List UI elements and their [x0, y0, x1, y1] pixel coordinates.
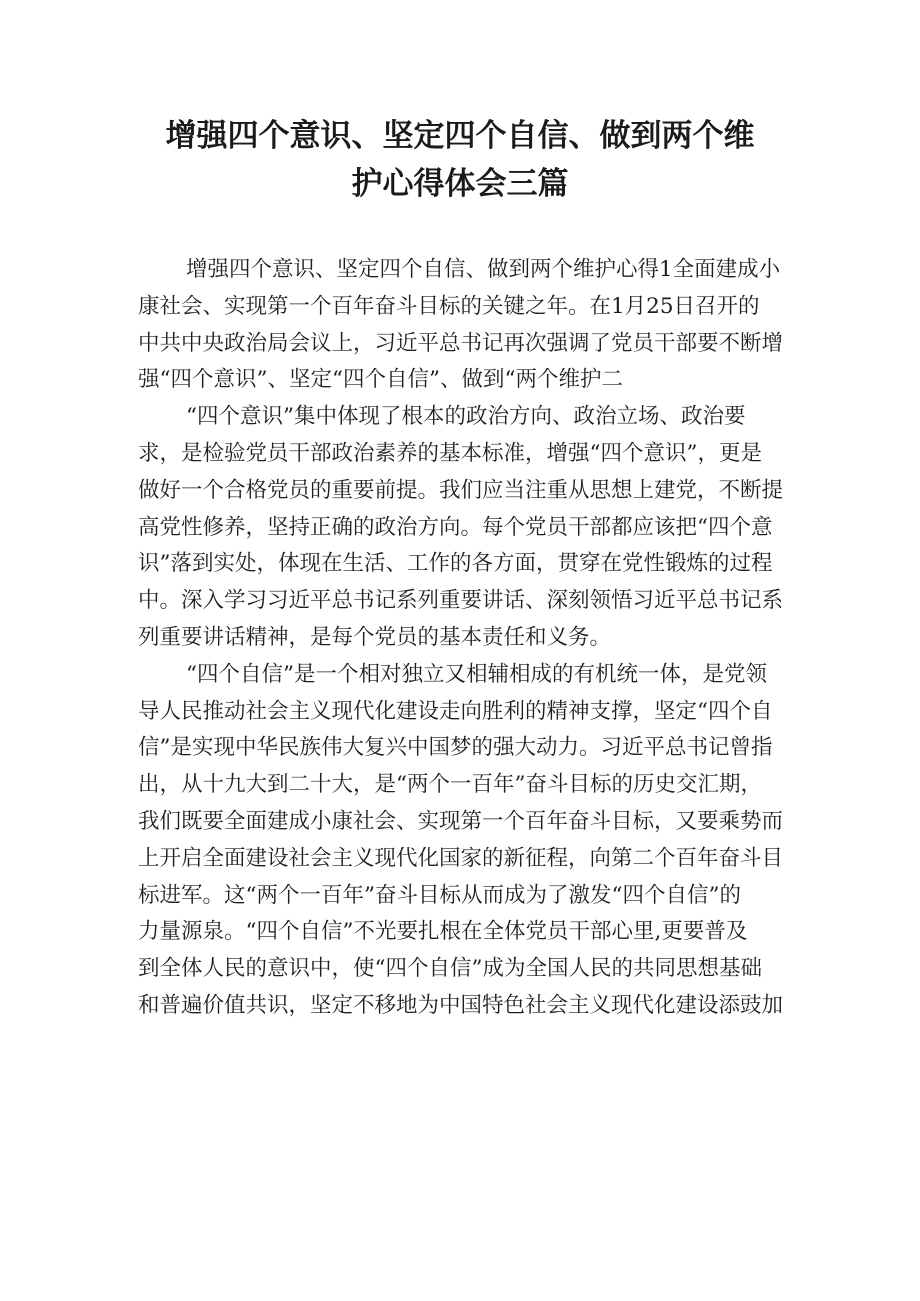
text-line: 康社会、实现第一个百年奋斗目标的关键之年。在1月25日召开的	[138, 293, 760, 319]
text-line: 上开启全面建设社会主义现代化国家的新征程，向第二个百年奋斗目	[138, 845, 784, 871]
document-body	[138, 252, 792, 1025]
text-line: 出，从十九大到二十大，是“两个一百年”奋斗目标的历史交汇期，	[138, 772, 762, 798]
text-line: 和普遍价值共识，坚定不移地为中国特色社会主义现代化建设添豉加	[138, 992, 784, 1018]
text-line: 导人民推动社会主义现代化建设走向胜利的精神支撑，坚定“四个自	[138, 698, 773, 724]
text-line: 增强四个意识、坚定四个自信、做到两个维护心得1全面建成小	[186, 257, 781, 282]
title-line: 增强四个意识、坚定四个自信、做到两个维	[165, 118, 755, 154]
text-line: 信”是实现中华民族伟大复兴中国梦的强大动力。习近平总书记曾指	[138, 735, 773, 761]
paragraph-2	[138, 399, 792, 657]
text-line: 我们既要全面建成小康社会、实现第一个百年奋斗目标，又要乘势而	[138, 808, 784, 834]
text-line: 求，是检验党员干部政治素养的基本标准，增强“四个意识”，更是	[138, 440, 762, 466]
text-line: 做好一个合格党员的重要前提。我们应当注重从思想上建党，不断提	[138, 477, 784, 503]
paragraph-1	[138, 252, 792, 399]
text-line: 到全体人民的意识中，使“四个自信”成为全国人民的共同思想基础	[138, 956, 762, 982]
text-line: “四个意识”集中体现了根本的政治方向、政治立场、政治要	[186, 404, 746, 430]
text-line: 力量源泉。“四个自信”不光要扎根在全体党员干部心里,更要普及	[138, 919, 748, 945]
text-line: 列重要讲话精神，是每个党员的基本责任和义务。	[138, 624, 612, 650]
text-line: 中。深入学习习近平总书记系列重要讲话、深刻领悟习近平总书记系	[138, 588, 784, 614]
text-line: “四个自信”是一个相对独立又相辅相成的有机统一体，是党领	[186, 661, 767, 687]
title-line: 护心得体会三篇	[351, 166, 569, 202]
text-line: 中共中央政治局会议上，习近平总书记再次强调了党员干部要不断增	[138, 330, 784, 356]
text-line: 识”落到实处，体现在生活、工作的各方面，贯穿在党性锻炼的过程	[138, 551, 773, 577]
text-line: 强“四个意识”、坚定“四个自信”、做到“两个维护二	[138, 367, 623, 393]
document-title	[120, 112, 800, 208]
text-line: 标进军。这“两个一百年”奋斗目标从而成为了激发“四个自信”的	[138, 882, 741, 908]
text-line: 高党性修养，坚持正确的政治方向。每个党员干部都应该把“四个意	[138, 514, 773, 540]
paragraph-3	[138, 657, 792, 1025]
